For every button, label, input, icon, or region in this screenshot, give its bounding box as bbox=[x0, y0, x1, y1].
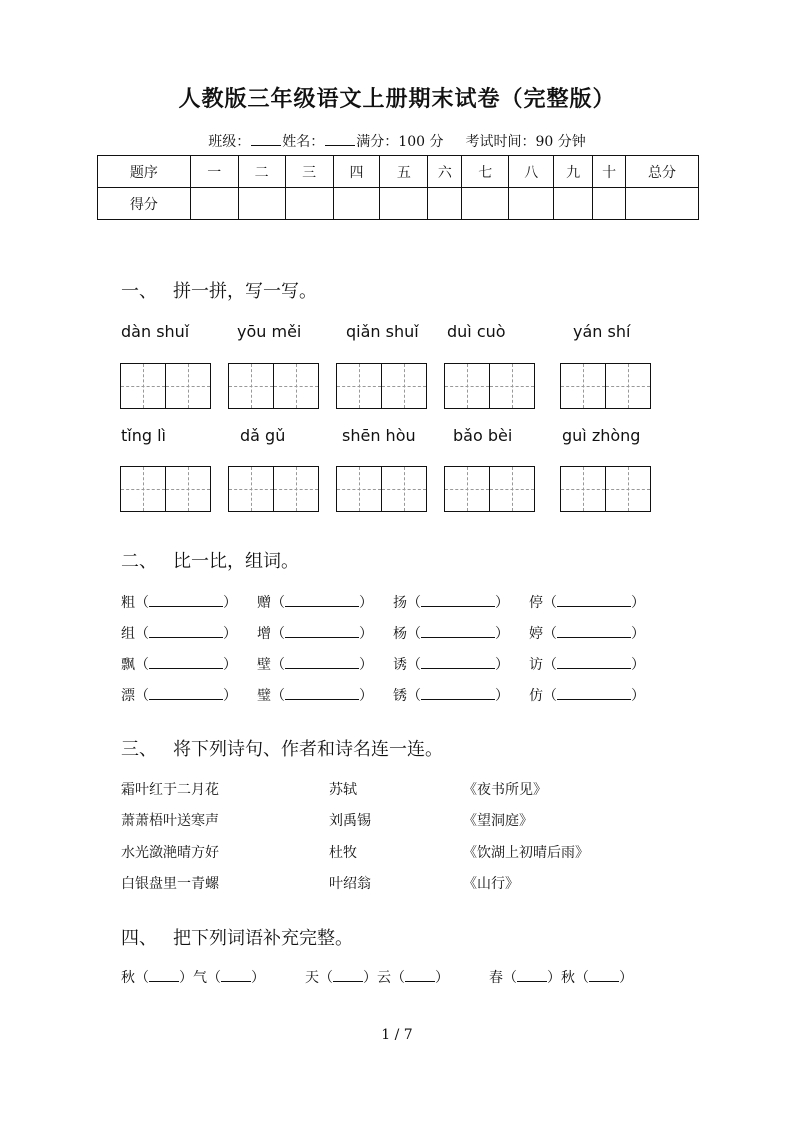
name-blank[interactable] bbox=[325, 133, 355, 146]
pinyin-label: yōu měi bbox=[237, 322, 302, 341]
poem-author[interactable]: 杜牧 bbox=[329, 845, 357, 861]
word-item: 访（ ） bbox=[529, 657, 645, 673]
class-label: 班级： bbox=[208, 134, 251, 150]
score-cell[interactable] bbox=[462, 188, 509, 220]
pinyin-label: shēn hòu bbox=[342, 426, 416, 445]
full-score: 满分：100 分 bbox=[356, 134, 444, 150]
answer-blank[interactable] bbox=[557, 655, 631, 669]
table-cell: 四 bbox=[333, 156, 380, 188]
pinyin-label: duì cuò bbox=[447, 322, 506, 341]
pinyin-label: dàn shuǐ bbox=[121, 322, 190, 341]
section-heading: 比一比，组词。 bbox=[173, 551, 299, 572]
table-cell: 九 bbox=[554, 156, 593, 188]
table-cell: 三 bbox=[285, 156, 333, 188]
writing-grid[interactable] bbox=[336, 466, 428, 512]
table-cell: 八 bbox=[509, 156, 554, 188]
answer-blank[interactable] bbox=[557, 624, 631, 638]
writing-grid[interactable] bbox=[120, 363, 212, 409]
answer-blank[interactable] bbox=[589, 968, 619, 982]
section-heading: 把下列词语补充完整。 bbox=[173, 928, 353, 949]
class-blank[interactable] bbox=[251, 133, 281, 146]
score-table-header-row bbox=[98, 156, 699, 188]
answer-blank[interactable] bbox=[333, 968, 363, 982]
word-item: 漂（ ） bbox=[121, 688, 237, 704]
writing-grid[interactable] bbox=[336, 363, 428, 409]
section-number: 二、 bbox=[121, 551, 157, 572]
pinyin-label: tǐng lì bbox=[121, 426, 166, 445]
pinyin-label: bǎo bèi bbox=[453, 426, 513, 445]
pinyin-label: qiǎn shuǐ bbox=[346, 322, 419, 341]
answer-blank[interactable] bbox=[517, 968, 547, 982]
answer-blank[interactable] bbox=[149, 655, 223, 669]
score-table bbox=[97, 155, 699, 220]
answer-blank[interactable] bbox=[421, 655, 495, 669]
poem-title[interactable]: 《饮湖上初晴后雨》 bbox=[463, 845, 589, 861]
answer-blank[interactable] bbox=[421, 624, 495, 638]
page-number: 1 / 7 bbox=[381, 1027, 413, 1043]
score-cell[interactable] bbox=[593, 188, 626, 220]
poem-line[interactable]: 萧萧梧叶送寒声 bbox=[121, 813, 219, 829]
exam-time: 考试时间：90 分钟 bbox=[465, 134, 586, 150]
section-number: 四、 bbox=[121, 928, 157, 949]
section-4-title bbox=[121, 924, 353, 950]
answer-blank[interactable] bbox=[221, 968, 251, 982]
table-cell: 六 bbox=[428, 156, 462, 188]
poem-author[interactable]: 叶绍翁 bbox=[329, 876, 371, 892]
poem-title[interactable]: 《山行》 bbox=[463, 876, 519, 892]
word-item: 璧（ ） bbox=[257, 688, 373, 704]
poem-title[interactable]: 《望洞庭》 bbox=[463, 813, 533, 829]
pinyin-label: yán shí bbox=[573, 322, 631, 341]
answer-blank[interactable] bbox=[285, 593, 359, 607]
poem-line[interactable]: 白银盘里一青螺 bbox=[121, 876, 219, 892]
word-item: 仿（ ） bbox=[529, 688, 645, 704]
word-item: 组（ ） bbox=[121, 626, 237, 642]
idiom-item: 春（ ）秋（ ） bbox=[489, 970, 633, 986]
page-title: 人教版三年级语文上册期末试卷（完整版） bbox=[178, 87, 616, 112]
section-number: 三、 bbox=[121, 739, 157, 760]
writing-grid[interactable] bbox=[228, 363, 320, 409]
table-cell: 题序 bbox=[98, 156, 191, 188]
idiom-item: 秋（ ）气（ ） bbox=[121, 970, 265, 986]
pinyin-label: dǎ gǔ bbox=[240, 426, 286, 445]
section-3-title bbox=[121, 735, 443, 761]
poem-author[interactable]: 刘禹锡 bbox=[329, 813, 371, 829]
score-table-score-row bbox=[98, 188, 699, 220]
score-cell[interactable] bbox=[333, 188, 380, 220]
writing-grid[interactable] bbox=[444, 466, 536, 512]
answer-blank[interactable] bbox=[285, 624, 359, 638]
score-cell[interactable] bbox=[554, 188, 593, 220]
table-cell: 得分 bbox=[98, 188, 191, 220]
word-item: 锈（ ） bbox=[393, 688, 509, 704]
name-label: 姓名： bbox=[282, 134, 325, 150]
section-heading: 拼一拼，写一写。 bbox=[173, 281, 317, 302]
answer-blank[interactable] bbox=[149, 686, 223, 700]
writing-grid[interactable] bbox=[560, 363, 652, 409]
table-cell: 五 bbox=[380, 156, 428, 188]
answer-blank[interactable] bbox=[557, 686, 631, 700]
score-cell[interactable] bbox=[626, 188, 699, 220]
word-item: 诱（ ） bbox=[393, 657, 509, 673]
writing-grid[interactable] bbox=[560, 466, 652, 512]
writing-grid[interactable] bbox=[228, 466, 320, 512]
table-cell: 总分 bbox=[626, 156, 699, 188]
word-item: 赠（ ） bbox=[257, 595, 373, 611]
idiom-item: 天（ ）云（ ） bbox=[305, 970, 449, 986]
score-cell[interactable] bbox=[190, 188, 238, 220]
answer-blank[interactable] bbox=[421, 686, 495, 700]
poem-line[interactable]: 霜叶红于二月花 bbox=[121, 782, 219, 798]
score-cell[interactable] bbox=[428, 188, 462, 220]
answer-blank[interactable] bbox=[149, 968, 179, 982]
word-item: 飘（ ） bbox=[121, 657, 237, 673]
section-2-title bbox=[121, 547, 299, 573]
score-cell[interactable] bbox=[509, 188, 554, 220]
answer-blank[interactable] bbox=[405, 968, 435, 982]
table-cell: 一 bbox=[190, 156, 238, 188]
poem-line[interactable]: 水光潋滟晴方好 bbox=[121, 845, 219, 861]
score-cell[interactable] bbox=[285, 188, 333, 220]
word-item: 婷（ ） bbox=[529, 626, 645, 642]
answer-blank[interactable] bbox=[149, 593, 223, 607]
poem-author[interactable]: 苏轼 bbox=[329, 782, 357, 798]
word-item: 增（ ） bbox=[257, 626, 373, 642]
student-info-line bbox=[0, 131, 794, 151]
section-1-title bbox=[121, 277, 317, 303]
poem-title[interactable]: 《夜书所见》 bbox=[463, 782, 547, 798]
word-item: 扬（ ） bbox=[393, 595, 509, 611]
word-item: 停（ ） bbox=[529, 595, 645, 611]
answer-blank[interactable] bbox=[557, 593, 631, 607]
answer-blank[interactable] bbox=[285, 686, 359, 700]
pinyin-label: guì zhòng bbox=[562, 426, 641, 445]
section-heading: 将下列诗句、作者和诗名连一连。 bbox=[173, 739, 443, 760]
writing-grid[interactable] bbox=[120, 466, 212, 512]
section-number: 一、 bbox=[121, 281, 157, 302]
score-cell[interactable] bbox=[380, 188, 428, 220]
word-item: 壁（ ） bbox=[257, 657, 373, 673]
writing-grid[interactable] bbox=[444, 363, 536, 409]
table-cell: 七 bbox=[462, 156, 509, 188]
word-item: 粗（ ） bbox=[121, 595, 237, 611]
answer-blank[interactable] bbox=[149, 624, 223, 638]
table-cell: 二 bbox=[238, 156, 285, 188]
word-item: 杨（ ） bbox=[393, 626, 509, 642]
answer-blank[interactable] bbox=[285, 655, 359, 669]
answer-blank[interactable] bbox=[421, 593, 495, 607]
table-cell: 十 bbox=[593, 156, 626, 188]
score-cell[interactable] bbox=[238, 188, 285, 220]
